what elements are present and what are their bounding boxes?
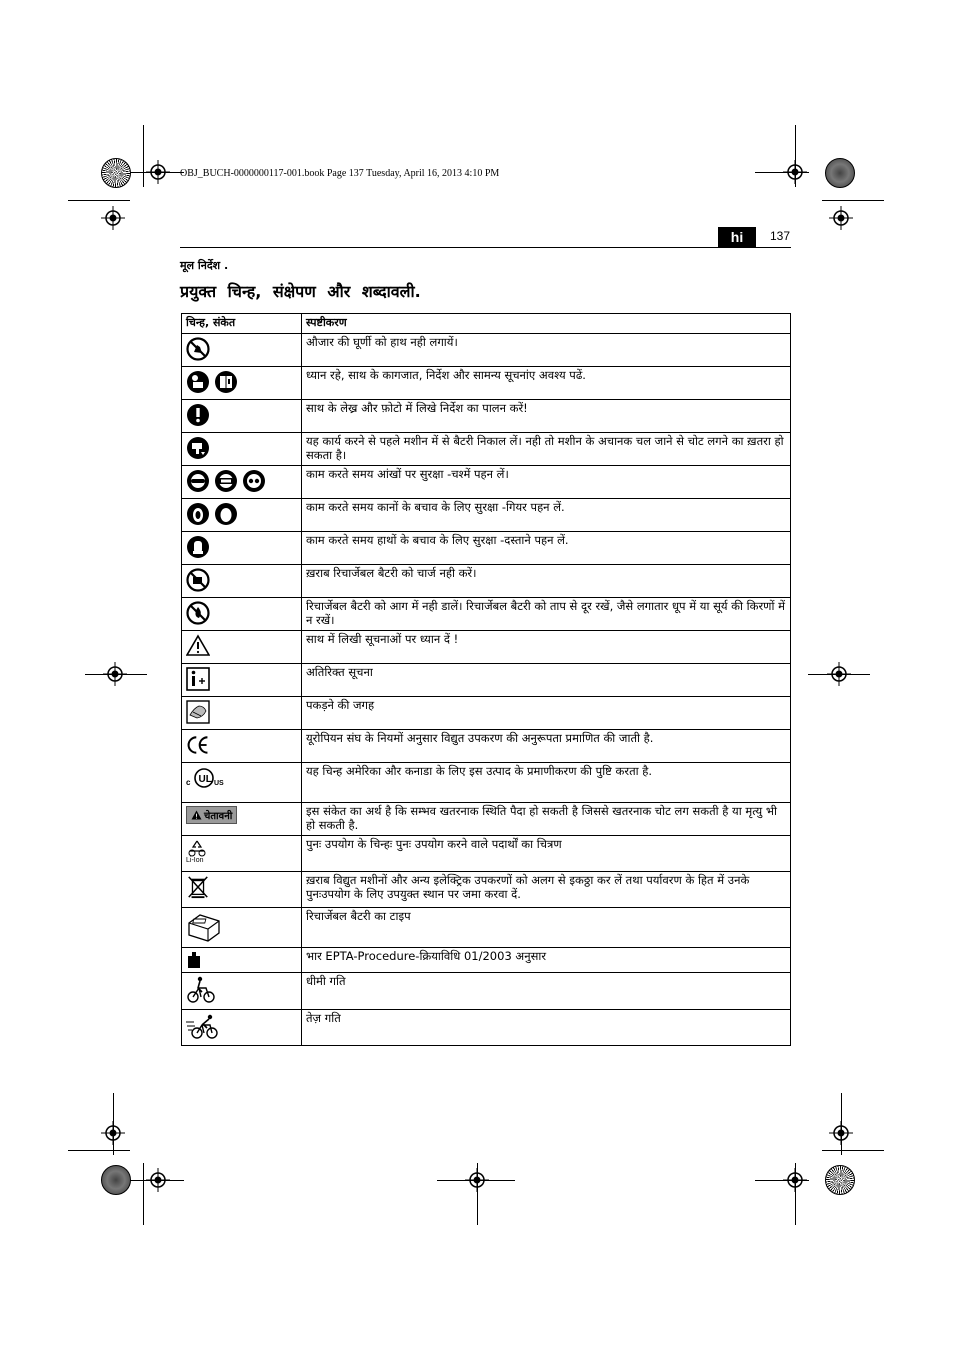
table-row [182,948,791,973]
svg-text:c: c [186,778,191,787]
registration-crosshair-icon [783,160,807,184]
row-description: औजार की घूर्णी को हाथ नही लगायें। [302,334,791,367]
warning-badge-label: चेतावनी [204,811,233,822]
weight-icon [186,951,202,969]
mandatory-exclamation-icon [186,403,210,427]
crop-mark [822,1150,884,1151]
row-description: साथ के लेख्र और फ़ोटो में लिखे निर्देश का पालन करें! [302,400,791,433]
registration-crosshair-icon [829,206,853,230]
table-row [182,400,791,433]
svg-text:US: US [214,780,224,787]
row-description: यूरोपियन संघ के नियमों अनुसार विद्युत उपकरण की अनुरूपता प्रमाणित की जाती है. [302,730,791,763]
row-description: तेज़ गति [302,1010,791,1046]
registration-crosshair-icon [103,662,127,686]
table-row [182,598,791,631]
row-description: इस संकेत का अर्थ है कि सम्भव खतरनाक स्थिति पैदा हो सकती है जिससे खतरनाक चोट लग सकती है या मृत्यु भी हो सकती है. [302,803,791,836]
no-touch-rotating-icon [186,337,210,361]
hand-protection-icon [186,535,210,559]
battery-pack-icon [186,911,222,943]
table-row [182,565,791,598]
page-number: 137 [770,229,791,243]
ear-protection-icon [186,502,210,526]
symbols-table [181,313,791,1046]
row-description: रिचार्जेबल बैटरी का टाइप [302,908,791,948]
registration-crosshair-icon [101,1121,125,1145]
row-description: अतिरिक्त सूचना [302,664,791,697]
file-info: OBJ_BUCH-0000000117-001.book Page 137 Tuesday, April 16, 2013 4:10 PM [180,168,500,179]
registration-rosette-icon [101,1165,131,1195]
warning-triangle-icon [191,810,202,820]
table-row [182,730,791,763]
row-description: ध्यान रहे, साथ के कागजात, निर्देश और सामन्य सूचनांए अवश्य पढें. [302,367,791,400]
crop-mark [68,200,130,201]
table-header-row [182,314,791,334]
registration-crosshair-icon [783,1168,807,1192]
grip-area-icon [186,700,210,724]
eye-protection-icon [186,469,210,493]
warning-triangle-icon [186,634,210,658]
registration-crosshair-icon [465,1168,489,1192]
registration-crosshair-icon [101,206,125,230]
no-charge-damaged-battery-icon [186,568,210,592]
header-divider [180,247,791,248]
read-manual-icon [186,370,210,394]
crop-mark [143,1163,144,1225]
table-row [182,631,791,664]
registration-rosette-icon [825,158,855,188]
registration-crosshair-icon [146,1168,170,1192]
row-description: रिचार्जेबल बैटरी को आग में नही डालें। रिचार्जेबल बैटरी को ताप से दूर रखें, जैसे लगातार धूप में या सूर्य की किरणों में न रखें। [302,598,791,631]
table-row [182,433,791,466]
crop-mark [143,125,144,187]
row-description: धीमी गति [302,973,791,1010]
row-description: यह चिन्ह अमेरिका और कनाडा के लिए इस उत्पाद के प्रमाणीकरण की पुष्टि करता है. [302,763,791,803]
row-description: भार EPTA-Procedure-क्रियाविधि 01/2003 अनुसार [302,948,791,973]
no-fire-battery-icon [186,601,210,625]
row-description: ख़राब रिचार्जेबल बैटरी को चार्ज नही करें। [302,565,791,598]
ce-mark-icon [186,733,210,757]
table-row [182,334,791,367]
table-row [182,803,791,836]
weee-bin-icon [186,875,210,899]
slow-speed-bicycle-icon [186,976,216,1004]
registration-crosshair-icon [829,1121,853,1145]
table-row [182,908,791,948]
svg-text:UL: UL [198,774,212,785]
table-row [182,466,791,499]
table-row [182,367,791,400]
remove-battery-icon [186,436,210,460]
table-row [182,1010,791,1046]
cul-us-mark-icon [186,766,224,790]
info-plus-icon [186,667,210,691]
column-header-explanation: स्पष्टीकरण [302,314,791,334]
page-subtitle: मूल निर्देश . [180,259,229,272]
table-row [182,532,791,565]
manual-book-icon [214,370,238,394]
table-row [182,872,791,908]
li-ion-label: Li-Ion [186,857,204,864]
registration-rosette-icon [101,158,131,188]
eye-protection-icon [214,469,238,493]
row-description: काम करते समय आंखों पर सुरक्षा -चश्में पहन लें। [302,466,791,499]
crop-mark [68,1150,130,1151]
table-row [182,836,791,872]
table-row [182,697,791,730]
crop-mark [822,200,884,201]
table-row [182,973,791,1010]
page-title: प्रयुक्त चिन्ह, संक्षेपण और शब्दावली. [180,282,421,301]
ear-protection-icon [214,502,238,526]
row-description: काम करते समय कानों के बचाव के लिए सुरक्षा -गियर पहन लें. [302,499,791,532]
row-description: काम करते समय हाथों के बचाव के लिए सुरक्षा -दस्ताने पहन लें. [302,532,791,565]
column-header-symbol: चिन्ह, संकेत [182,314,302,334]
recycling-li-ion-icon [186,839,208,857]
table-row [182,763,791,803]
language-badge: hi [718,227,756,247]
row-description: यह कार्य करने से पहले मशीन में से बैटरी निकाल लें। नही तो मशीन के अचानक चल जाने से चोट लगने का ख़तरा हो सकता है। [302,433,791,466]
registration-rosette-icon [825,1165,855,1195]
table-row [182,499,791,532]
row-description: ख़राब विद्युत मशीनों और अन्य इलेक्ट्रिक उपकरणों को अलग से इकठ्ठा कर लें तथा पर्यावरण के हित में उनके पुनःउपयोग के लिए उपयुक्त स्थान पर जमा करवा दें. [302,872,791,908]
eye-protection-icon [242,469,266,493]
registration-crosshair-icon [146,160,170,184]
row-description: पुनः उपयोग के चिन्हः पुनः उपयोग करने वाले पदार्थों का चित्रण [302,836,791,872]
warning-badge [186,806,237,824]
row-description: साथ में लिखी सूचनाओं पर ध्यान दें ! [302,631,791,664]
registration-crosshair-icon [827,662,851,686]
row-description: पकड़ने की जगह [302,697,791,730]
table-row [182,664,791,697]
fast-speed-bicycle-icon [186,1013,220,1041]
